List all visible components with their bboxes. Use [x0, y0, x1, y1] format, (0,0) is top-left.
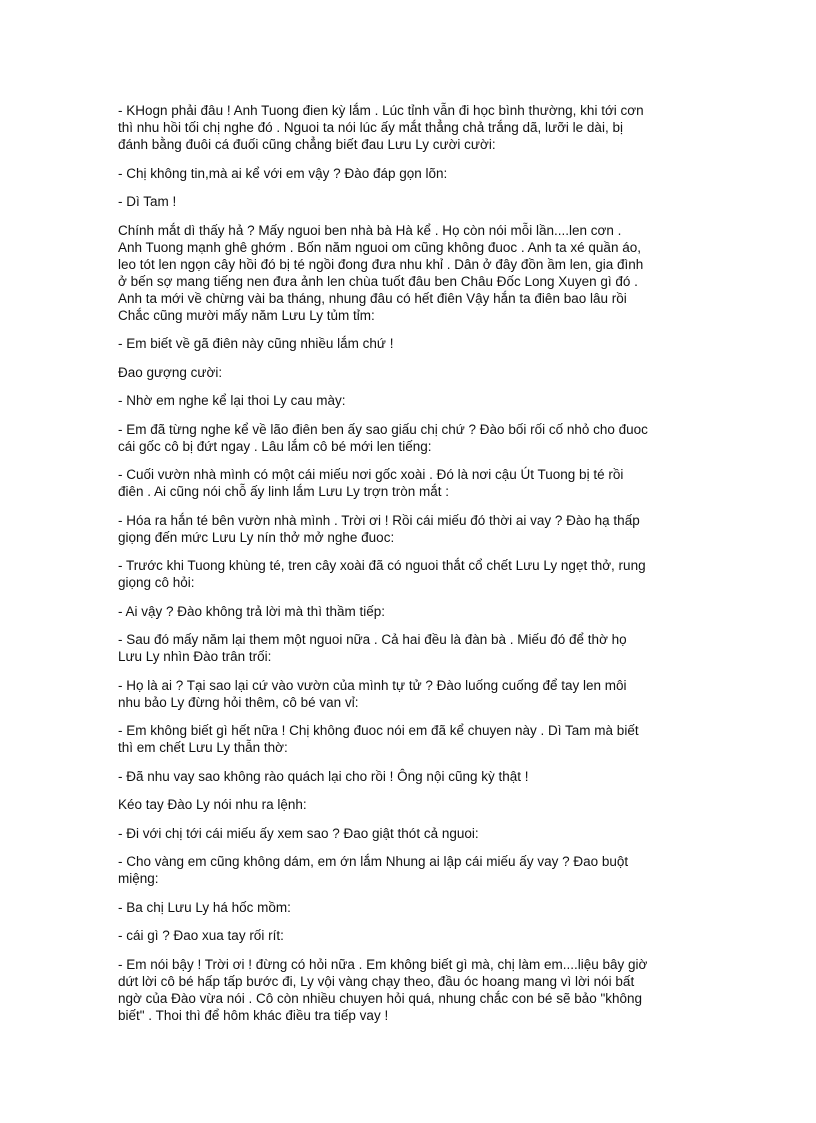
- paragraph: Chính mắt dì thấy hả ? Mấy nguoi ben nhà bà Hà kể . Họ còn nói mỗi lần....len cơn . Anh Tuong mạnh ghê ghớm . Bốn năm nguoi om cũng không đuoc . Anh ta xé quần áo, leo tót len ngọn cây hồi đó bị té ngồi đong đưa nhu khỉ . Dân ở đây đồn ầm len, gia đình ở bến sợ mang tiếng nen đưa ảnh len chùa tuốt đâu ben Châu Đốc Long Xuyen gì đó . Anh ta mới về chừng vài ba tháng, nhung đâu có hết điên Vậy hắn ta điên bao lâu rồi Chắc cũng mười mấy năm Lưu Ly tủm tỉm:: [118, 222, 644, 323]
- paragraph: - cái gì ? Đao xua tay rối rít:: [118, 928, 284, 943]
- paragraph: - Đi với chị tới cái miếu ấy xem sao ? Đao giật thót cả nguoi:: [118, 825, 479, 841]
- paragraph: - Hóa ra hắn té bên vườn nhà mình . Trời ơi ! Rồi cái miếu đó thời ai vay ? Đào hạ thấp giọng đến mức Lưu Ly nín thở mở nghe đuoc:: [118, 512, 640, 545]
- paragraph: - Dì Tam !: [118, 194, 177, 209]
- paragraph: - Em biết về gã điên này cũng nhiều lắm chứ !: [118, 336, 394, 351]
- paragraph: - Đã nhu vay sao không rào quách lại cho rồi ! Ông nội cũng kỳ thật !: [118, 768, 529, 784]
- paragraph: - Chị không tin,mà ai kể với em vậy ? Đào đáp gọn lõn:: [118, 165, 448, 181]
- paragraph: - Họ là ai ? Tại sao lại cứ vào vườn của mình tự tử ? Đào luống cuống để tay len môi nhu bảo Ly đừng hỏi thêm, cô bé van vỉ:: [118, 677, 627, 710]
- paragraph: - KHogn phải đâu ! Anh Tuong đien kỳ lắm . Lúc tỉnh vẫn đi học bình thường, khi tới cơn thì nhu hồi tối chị nghe đó . Nguoi ta nói lúc ấy mắt thẳng chả trắng dã, lưỡi le dài, bị đánh bằng đuôi cá đuối cũng chẳng biết đau Lưu Ly cười cười:: [118, 103, 644, 152]
- paragraph: - Sau đó mấy năm lại them một nguoi nữa . Cả hai đều là đàn bà . Miếu đó để thờ họ Lưu Ly nhìn Đào trân trối:: [118, 632, 627, 664]
- paragraph: - Ai vậy ? Đào không trả lời mà thì thầm tiếp:: [118, 603, 385, 619]
- paragraph: - Cuối vườn nhà mình có một cái miếu nơi gốc xoài . Đó là nơi cậu Út Tuong bị té rồi điên . Ai cũng nói chỗ ấy linh lắm Lưu Ly trợn tròn mắt :: [118, 467, 624, 499]
- document-body: [118, 102, 703, 1035]
- paragraph: Đao gượng cười:: [118, 364, 223, 380]
- paragraph: - Cho vàng em cũng không dám, em ớn lắm Nhung ai lập cái miếu ấy vay ? Đao buột miệng:: [118, 854, 629, 886]
- paragraph: Kéo tay Đào Ly nói nhu ra lệnh:: [118, 797, 307, 812]
- paragraph: - Em nói bậy ! Trời ơi ! đừng có hỏi nữa . Em không biết gì mà, chị làm em....liệu bây giờ dứt lời cô bé hấp tấp bước đi, Ly vội vàng chạy theo, đầu óc hoang mang vì lời nói bất ngờ của Đào vừa nói . Cô còn nhiều chuyen hỏi quá, nhung chắc con bé sẽ bảo "không biết" . Thoi thì để hôm khác điều tra tiếp vay !: [118, 956, 648, 1023]
- paragraph: - Nhờ em nghe kể lại thoi Ly cau mày:: [118, 393, 346, 408]
- paragraph: - Em đã từng nghe kể về lão điên ben ấy sao giấu chị chứ ? Đào bối rối cố nhỏ cho đuoc cái gốc cô bị đứt ngay . Lâu lắm cô bé mới len tiếng:: [118, 421, 648, 454]
- paragraph: - Trước khi Tuong khùng té, tren cây xoài đã có nguoi thắt cổ chết Lưu Ly ngẹt thở, rung giọng cô hỏi:: [118, 558, 646, 590]
- paragraph: - Ba chị Lưu Ly há hốc mồm:: [118, 899, 291, 915]
- paragraph: - Em không biết gì hết nữa ! Chị không đuoc nói em đã kể chuyen này . Dì Tam mà biết thì em chết Lưu Ly thẫn thờ:: [118, 723, 639, 755]
